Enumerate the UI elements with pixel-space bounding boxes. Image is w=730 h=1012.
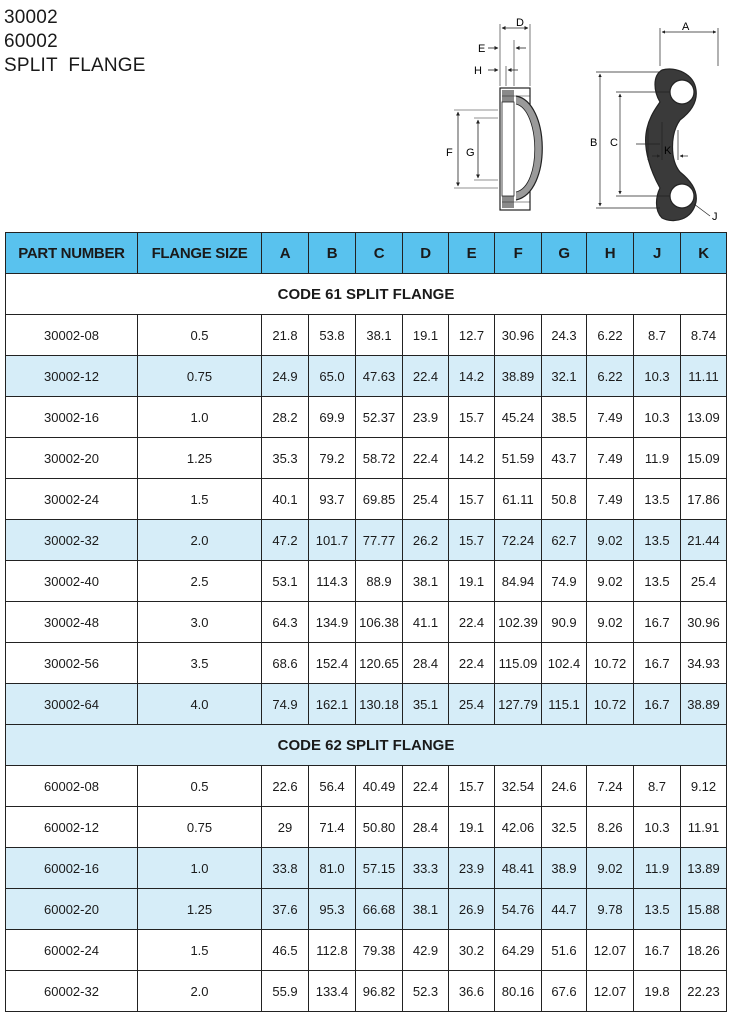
table-cell: 45.24 [495,397,542,438]
table-cell: 15.7 [449,520,495,561]
table-cell: 15.7 [449,479,495,520]
table-cell: 60002-24 [6,930,138,971]
table-cell: 38.89 [681,684,727,725]
table-cell: 8.74 [681,315,727,356]
table-cell: 9.02 [587,520,634,561]
table-cell: 133.4 [309,971,356,1012]
table-row [6,889,727,930]
table-row [6,520,727,561]
table-cell: 7.49 [587,479,634,520]
split-flange-drawing [440,10,730,225]
table-cell: 3.0 [138,602,262,643]
table-cell: 30.2 [449,930,495,971]
table-body [6,274,727,1012]
table-cell: 12.07 [587,930,634,971]
table-cell: 38.9 [542,848,587,889]
table-cell: 47.63 [356,356,403,397]
table-cell: 30002-64 [6,684,138,725]
table-cell: 7.49 [587,438,634,479]
table-cell: 24.3 [542,315,587,356]
title-part-60002: 60002 [4,31,58,52]
table-cell: 16.7 [634,684,681,725]
table-cell: 30002-40 [6,561,138,602]
table-cell: 8.26 [587,807,634,848]
table-cell: 69.9 [309,397,356,438]
table-cell: 10.72 [587,643,634,684]
table-row [6,561,727,602]
section-header-row [6,725,727,766]
table-cell: 11.9 [634,848,681,889]
table-cell: 51.59 [495,438,542,479]
table-header-row [6,233,727,274]
table-cell: 84.94 [495,561,542,602]
table-row [6,602,727,643]
table-cell: 30002-56 [6,643,138,684]
column-header-k: K [681,233,727,274]
table-cell: 15.88 [681,889,727,930]
table-cell: 79.38 [356,930,403,971]
table-cell: 32.54 [495,766,542,807]
table-row [6,930,727,971]
table-cell: 42.9 [403,930,449,971]
table-cell: 106.38 [356,602,403,643]
table-cell: 30.96 [495,315,542,356]
table-row [6,807,727,848]
table-cell: 34.93 [681,643,727,684]
dim-label-e: E [478,43,486,55]
column-header-flange-size: FLANGE SIZE [138,233,262,274]
table-cell: 28.2 [262,397,309,438]
table-cell: 115.09 [495,643,542,684]
dim-label-g: G [466,147,475,159]
table-cell: 93.7 [309,479,356,520]
table-cell: 29 [262,807,309,848]
table-cell: 54.76 [495,889,542,930]
table-cell: 2.5 [138,561,262,602]
table-cell: 28.4 [403,807,449,848]
table-cell: 22.4 [403,766,449,807]
table-cell: 66.68 [356,889,403,930]
table-cell: 38.5 [542,397,587,438]
table-cell: 38.1 [403,889,449,930]
column-header-e: E [449,233,495,274]
table-cell: 12.7 [449,315,495,356]
table-cell: 81.0 [309,848,356,889]
table-cell: 53.8 [309,315,356,356]
table-cell: 22.23 [681,971,727,1012]
table-cell: 30.96 [681,602,727,643]
table-cell: 40.49 [356,766,403,807]
dim-label-b: B [590,137,598,149]
table-cell: 60002-16 [6,848,138,889]
table-cell: 71.4 [309,807,356,848]
table-cell: 15.7 [449,397,495,438]
column-header-a: A [262,233,309,274]
dim-label-k: K [664,145,672,157]
table-cell: 10.72 [587,684,634,725]
table-cell: 6.22 [587,315,634,356]
table-cell: 9.12 [681,766,727,807]
table-cell: 1.25 [138,889,262,930]
table-cell: 13.5 [634,479,681,520]
dim-label-j: J [712,211,718,223]
table-row [6,438,727,479]
table-cell: 130.18 [356,684,403,725]
side-view [454,24,542,210]
document-title [4,6,146,78]
table-cell: 8.7 [634,315,681,356]
table-cell: 72.24 [495,520,542,561]
table-cell: 120.65 [356,643,403,684]
table-cell: 48.41 [495,848,542,889]
dim-label-a: A [682,21,690,33]
table-cell: 80.16 [495,971,542,1012]
table-cell: 26.9 [449,889,495,930]
table-cell: 25.4 [403,479,449,520]
table-cell: 14.2 [449,356,495,397]
table-cell: 11.11 [681,356,727,397]
table-cell: 60002-20 [6,889,138,930]
table-row [6,356,727,397]
table-cell: 16.7 [634,930,681,971]
table-cell: 35.3 [262,438,309,479]
table-cell: 9.02 [587,602,634,643]
table-cell: 52.37 [356,397,403,438]
table-cell: 1.5 [138,479,262,520]
table-cell: 13.09 [681,397,727,438]
table-cell: 30002-16 [6,397,138,438]
table-cell: 3.5 [138,643,262,684]
table-cell: 24.6 [542,766,587,807]
table-cell: 30002-20 [6,438,138,479]
section-header-row [6,274,727,315]
table-cell: 22.4 [449,602,495,643]
table-cell: 112.8 [309,930,356,971]
table-cell: 19.1 [403,315,449,356]
table-cell: 47.2 [262,520,309,561]
table-cell: 74.9 [262,684,309,725]
table-cell: 22.6 [262,766,309,807]
table-cell: 13.5 [634,561,681,602]
table-row [6,479,727,520]
table-cell: 25.4 [449,684,495,725]
table-cell: 115.1 [542,684,587,725]
table-cell: 15.7 [449,766,495,807]
table-cell: 7.49 [587,397,634,438]
table-cell: 14.2 [449,438,495,479]
table-cell: 13.5 [634,889,681,930]
table-cell: 0.75 [138,356,262,397]
table-cell: 13.89 [681,848,727,889]
table-cell: 42.06 [495,807,542,848]
column-header-h: H [587,233,634,274]
table-row [6,766,727,807]
column-header-f: F [495,233,542,274]
table-cell: 22.4 [449,643,495,684]
table-cell: 60002-08 [6,766,138,807]
table-cell: 11.91 [681,807,727,848]
table-cell: 0.5 [138,315,262,356]
table-cell: 114.3 [309,561,356,602]
table-cell: 9.02 [587,848,634,889]
table-cell: 162.1 [309,684,356,725]
table-cell: 19.1 [449,561,495,602]
table-row [6,315,727,356]
table-cell: 152.4 [309,643,356,684]
table-cell: 64.3 [262,602,309,643]
table-cell: 53.1 [262,561,309,602]
table-cell: 9.02 [587,561,634,602]
table-cell: 58.72 [356,438,403,479]
table-cell: 21.8 [262,315,309,356]
table-cell: 43.7 [542,438,587,479]
table-cell: 2.0 [138,520,262,561]
table-cell: 62.7 [542,520,587,561]
table-cell: 12.07 [587,971,634,1012]
table-cell: 26.2 [403,520,449,561]
table-cell: 61.11 [495,479,542,520]
table-cell: 6.22 [587,356,634,397]
table-cell: 35.1 [403,684,449,725]
table-cell: 102.4 [542,643,587,684]
column-header-j: J [634,233,681,274]
dim-label-c: C [610,137,618,149]
table-cell: 8.7 [634,766,681,807]
table-cell: 10.3 [634,356,681,397]
table-cell: 77.77 [356,520,403,561]
table-cell: 13.5 [634,520,681,561]
table-cell: 1.0 [138,397,262,438]
table-cell: 33.8 [262,848,309,889]
table-cell: 23.9 [449,848,495,889]
table-cell: 38.1 [356,315,403,356]
table-cell: 38.1 [403,561,449,602]
table-cell: 4.0 [138,684,262,725]
table-cell: 36.6 [449,971,495,1012]
title-product-name: SPLIT FLANGE [4,55,146,76]
table-cell: 74.9 [542,561,587,602]
table-cell: 52.3 [403,971,449,1012]
table-cell: 2.0 [138,971,262,1012]
table-cell: 67.6 [542,971,587,1012]
table-cell: 1.0 [138,848,262,889]
table-row [6,848,727,889]
table-cell: 1.25 [138,438,262,479]
table-cell: 50.8 [542,479,587,520]
table-cell: 18.26 [681,930,727,971]
table-cell: 15.09 [681,438,727,479]
table-cell: 64.29 [495,930,542,971]
table-cell: 10.3 [634,807,681,848]
table-cell: 127.79 [495,684,542,725]
table-cell: 32.5 [542,807,587,848]
table-cell: 50.80 [356,807,403,848]
table-cell: 37.6 [262,889,309,930]
dim-label-h: H [474,65,482,77]
table-cell: 28.4 [403,643,449,684]
column-header-d: D [403,233,449,274]
table-cell: 32.1 [542,356,587,397]
dim-label-d: D [516,17,524,29]
table-cell: 90.9 [542,602,587,643]
table-cell: 30002-32 [6,520,138,561]
section-title: CODE 61 SPLIT FLANGE [6,274,727,315]
table-cell: 95.3 [309,889,356,930]
table-cell: 101.7 [309,520,356,561]
table-cell: 41.1 [403,602,449,643]
table-cell: 23.9 [403,397,449,438]
table-cell: 16.7 [634,602,681,643]
title-part-30002: 30002 [4,7,58,28]
column-header-c: C [356,233,403,274]
column-header-part-number: PART NUMBER [6,233,138,274]
table-cell: 134.9 [309,602,356,643]
table-cell: 0.5 [138,766,262,807]
table-cell: 60002-32 [6,971,138,1012]
table-cell: 68.6 [262,643,309,684]
column-header-g: G [542,233,587,274]
table-cell: 65.0 [309,356,356,397]
table-row [6,643,727,684]
table-cell: 21.44 [681,520,727,561]
table-cell: 16.7 [634,643,681,684]
table-cell: 102.39 [495,602,542,643]
table-cell: 17.86 [681,479,727,520]
table-cell: 40.1 [262,479,309,520]
table-cell: 38.89 [495,356,542,397]
table-row [6,971,727,1012]
table-cell: 46.5 [262,930,309,971]
table-cell: 10.3 [634,397,681,438]
dimension-table [5,232,727,1012]
table-row [6,684,727,725]
table-cell: 51.6 [542,930,587,971]
table-cell: 88.9 [356,561,403,602]
table-cell: 30002-48 [6,602,138,643]
table-cell: 69.85 [356,479,403,520]
table-cell: 30002-12 [6,356,138,397]
table-cell: 9.78 [587,889,634,930]
table-cell: 56.4 [309,766,356,807]
table-cell: 55.9 [262,971,309,1012]
table-cell: 24.9 [262,356,309,397]
section-title: CODE 62 SPLIT FLANGE [6,725,727,766]
table-cell: 60002-12 [6,807,138,848]
table-cell: 57.15 [356,848,403,889]
table-cell: 96.82 [356,971,403,1012]
dim-label-f: F [446,147,453,159]
table-cell: 30002-24 [6,479,138,520]
table-cell: 25.4 [681,561,727,602]
table-cell: 22.4 [403,438,449,479]
column-header-b: B [309,233,356,274]
table-cell: 22.4 [403,356,449,397]
table-cell: 11.9 [634,438,681,479]
table-cell: 30002-08 [6,315,138,356]
table-cell: 1.5 [138,930,262,971]
table-row [6,397,727,438]
table-cell: 44.7 [542,889,587,930]
table-cell: 19.8 [634,971,681,1012]
table-cell: 0.75 [138,807,262,848]
table-cell: 19.1 [449,807,495,848]
table-cell: 7.24 [587,766,634,807]
table-cell: 33.3 [403,848,449,889]
table-cell: 79.2 [309,438,356,479]
